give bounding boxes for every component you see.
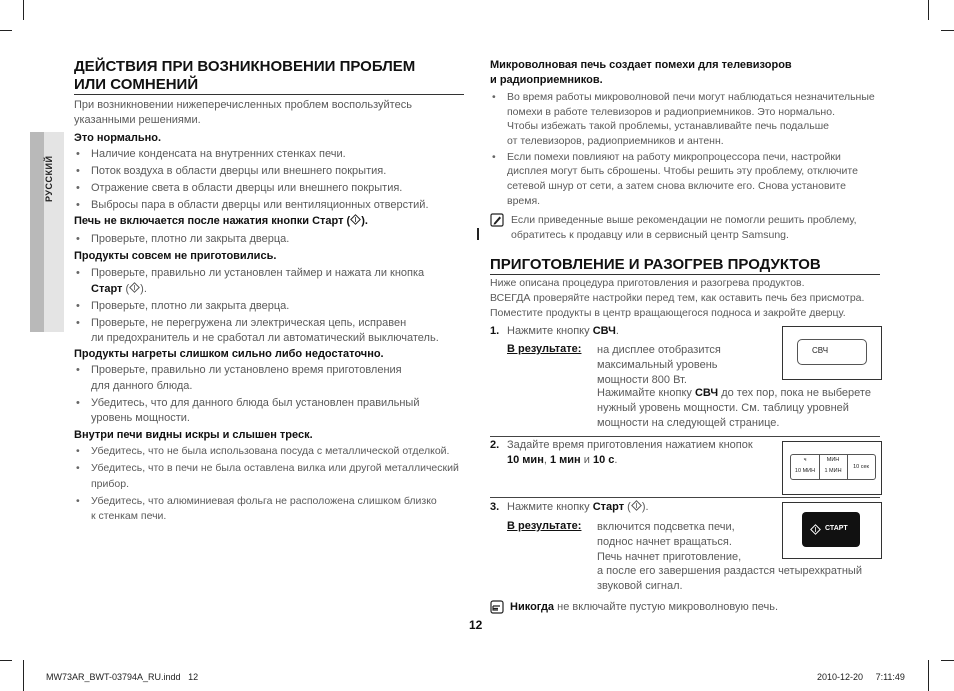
subsection-heading: Это нормально.: [74, 132, 162, 144]
bullet-list: [74, 363, 474, 428]
crop-mark: [23, 660, 24, 691]
title-rule: [74, 94, 464, 95]
time-buttons-panel: [790, 454, 876, 480]
list-item: • Наличие конденсата на внутренних стенках печи.: [74, 147, 474, 163]
subsection-heading: Продукты совсем не приготовились.: [74, 250, 277, 262]
result-text: а после его завершения раздастся четырехкратный звуковой сигнал.: [597, 565, 862, 592]
title-rule: [490, 274, 880, 275]
warning-text: Никогда не включайте пустую микроволновую печь.: [510, 601, 779, 613]
start-diamond-icon: [810, 524, 821, 535]
list-item: • Убедитесь, что алюминиевая фольга не расположена слишком близко к стенкам печи.: [74, 494, 474, 525]
subsection-heading: Продукты нагреты слишком сильно либо недостаточно.: [74, 348, 384, 360]
center-mark: [477, 228, 479, 240]
result-text: на дисплее отобразится максимальный уровень мощности 800 Вт.: [597, 344, 721, 386]
list-item: • Если помехи повлияют на работу микропроцессора печи, настройки дисплея могут быть сброшены. Чтобы решить эту проблему, отключите сетевой шнур от сети, а затем снова включите его. Снова установите время.: [490, 150, 890, 208]
start-diamond-icon: [350, 214, 361, 225]
step-text: Нажмите кнопку СВЧ.: [507, 325, 619, 337]
step-text: Нажмите кнопку Старт ( ).: [507, 501, 649, 513]
list-item: • Убедитесь, что для данного блюда был установлен правильный уровень мощности.: [74, 396, 474, 427]
start-diamond-icon: [631, 500, 642, 511]
note-icon: [490, 213, 504, 227]
list-item: • Убедитесь, что в печи не была оставлена вилка или другой металлический прибор.: [74, 461, 474, 492]
crop-mark: [941, 660, 954, 661]
list-item: • Убедитесь, что не была использована посуда с металлической отделкой.: [74, 444, 474, 460]
display-illustration: [782, 326, 882, 380]
ten-min-button: ч 10 МИН: [791, 455, 820, 479]
crop-mark: [941, 30, 954, 31]
display-illustration: [782, 502, 882, 559]
result-text: включится подсветка печи, поднос начнет вращаться. Печь начнет приготовление,: [597, 521, 742, 563]
display-illustration: [782, 441, 882, 495]
list-item: • Поток воздуха в области дверцы или внешнего покрытия.: [74, 164, 474, 180]
list-item: • Выбросы пара в области дверцы или вентиляционных отверстий.: [74, 198, 474, 214]
step-number: 3.: [490, 501, 500, 513]
one-min-button: МИН 1 МИН: [819, 455, 848, 479]
bullet-list: [74, 266, 474, 348]
warning-hand-icon: [490, 600, 504, 614]
list-item: • Проверьте, плотно ли закрыта дверца.: [74, 232, 474, 248]
result-text: Нажимайте кнопку СВЧ до тех пор, пока не выберете нужный уровень мощности. См. таблицу уровней мощности на следующей странице.: [597, 387, 871, 429]
section-title: ПРИГОТОВЛЕНИЕ И РАЗОГРЕВ ПРОДУКТОВ: [490, 256, 821, 273]
crop-mark: [928, 0, 929, 20]
subsection-heading: Микроволновая печь создает помехи для телевизоров и радиоприемников.: [490, 59, 792, 86]
list-item: • Проверьте, плотно ли закрыта дверца.: [74, 299, 474, 315]
list-item: • Проверьте, правильно ли установлен таймер и нажата ли кнопка Старт ( ).: [74, 266, 474, 297]
step-number: 1.: [490, 325, 500, 337]
list-item: • Проверьте, не перегружена ли электрическая цепь, исправен ли предохранитель и не сработал ли автоматический выключатель.: [74, 316, 474, 347]
footer-file: MW73AR_BWT-03794A_RU.indd 12: [46, 672, 199, 682]
step-divider: [490, 497, 880, 498]
crop-mark: [0, 30, 12, 31]
list-item: • Отражение света в области дверцы или внешнего покрытия.: [74, 181, 474, 197]
section-title: [74, 58, 415, 94]
title-line: ИЛИ СОМНЕНИЙ: [74, 76, 199, 93]
start-button-label: СТАРТ: [825, 525, 848, 532]
intro-text: При возникновении нижеперечисленных проблем воспользуйтесь указанными решениями.: [74, 99, 412, 126]
step-divider: [490, 436, 880, 437]
language-label: РУССКИЙ: [44, 155, 54, 202]
display-label: СВЧ: [812, 346, 829, 355]
subsection-heading: Внутри печи видны искры и слышен треск.: [74, 429, 313, 441]
subsection-heading: Печь не включается после нажатия кнопки Старт ( ).: [74, 215, 368, 227]
result-label: В результате:: [507, 343, 582, 355]
crop-mark: [23, 0, 24, 20]
bullet-list: [490, 90, 890, 210]
title-line: ДЕЙСТВИЯ ПРИ ВОЗНИКНОВЕНИИ ПРОБЛЕМ: [74, 58, 416, 75]
footer-timestamp: 2010-12-20 7:11:49: [817, 672, 905, 682]
start-button-picture: [802, 512, 860, 547]
result-label: В результате:: [507, 520, 582, 532]
display-screen: [797, 339, 867, 365]
note-text: Если приведенные выше рекомендации не помогли решить проблему, обратитесь к продавцу или в сервисный центр Samsung.: [511, 214, 857, 241]
intro-text: Ниже описана процедура приготовления и разогрева продуктов. ВСЕГДА проверяйте настройки перед тем, как оставить печь без присмотра. Поместите продукты в центр вращающегося подноса и закройте дверцу.: [490, 277, 865, 319]
list-item: • Во время работы микроволновой печи могут наблюдаться незначительные помехи в работе телевизоров и радиоприемников. Это нормально. Чтобы избежать такой проблемы, устанавливайте печь подальше от телевизоров, радиоприемников и антенн.: [490, 90, 890, 148]
crop-mark: [0, 660, 12, 661]
bullet-list: [74, 444, 474, 526]
bullet-list: [74, 232, 474, 249]
step-text: Задайте время приготовления нажатием кнопок 10 мин, 1 мин и 10 с.: [507, 439, 753, 466]
list-item: • Проверьте, правильно ли установлено время приготовления для данного блюда.: [74, 363, 474, 394]
step-number: 2.: [490, 439, 500, 451]
ten-sec-button: 10 сек: [853, 464, 869, 470]
crop-mark: [928, 660, 929, 691]
bullet-list: [74, 147, 474, 215]
start-diamond-icon: [129, 282, 140, 293]
page-number: 12: [469, 618, 483, 632]
